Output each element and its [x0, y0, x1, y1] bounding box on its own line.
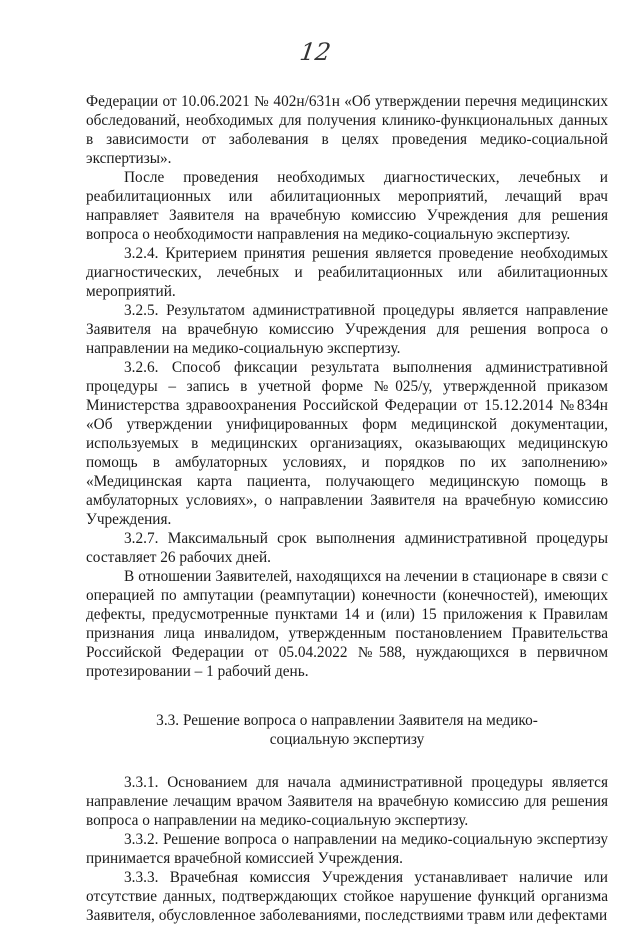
document-body: [86, 92, 608, 925]
paragraph-3-3-3: 3.3.3. Врачебная комиссия Учреждения устанавливает наличие или отсутствие данных, подтверждающих стойкое нарушение функций организма Заявителя, обусловленное заболеваниями, последствиями травм или дефектами: [86, 869, 608, 924]
paragraph-continuation: Федерации от 10.06.2021 № 402н/631н «Об утверждении перечня медицинских обследований, необходимых для получения клинико-функциональных данных в зависимости от заболевания в целях проведения медико-социальной экспертизы».: [86, 93, 608, 167]
paragraph-3-2-7: 3.2.7. Максимальный срок выполнения административной процедуры составляет 26 рабочих дней.: [86, 530, 608, 566]
paragraph-3-3-1: 3.3.1. Основанием для начала административной процедуры является направление лечащим врачом Заявителя на врачебную комиссию для решения вопроса о направлении на медико-социальную экспертизу.: [86, 774, 608, 829]
paragraph-3-2-6: 3.2.6. Способ фиксации результата выполнения административной процедуры – запись в учетной форме №025/у, утвержденной приказом Министерства здравоохранения Российской Федерации от 15.12.2014 №834н «Об утверждении унифицированных форм медицинской документации, используемых в медицинских организациях, оказывающих медицинскую помощь в амбулаторных условиях, и порядков по их заполнению» «Медицинская карта пациента, получающего медицинскую помощь в амбулаторных условиях», о направлении Заявителя на врачебную комиссию Учреждения.: [86, 359, 608, 528]
page-number: 12: [298, 38, 333, 66]
paragraph-commission-referral: После проведения необходимых диагностических, лечебных и реабилитационных или абилитационных мероприятий, лечащий врач направляет Заявителя на врачебную комиссию Учреждения для решения вопроса о необходимости направления на медико-социальную экспертизу.: [86, 169, 608, 243]
paragraph-3-2-4: 3.2.4. Критерием принятия решения является проведение необходимых диагностических, лечебных и реабилитационных или абилитационных мероприятий.: [86, 245, 608, 300]
paragraph-inpatient: В отношении Заявителей, находящихся на лечении в стационаре в связи с операцией по ампутации (реампутации) конечности (конечностей), имеющих дефекты, предусмотренные пунктами 14 и (или) 15 приложения к Правилам признания лица инвалидом, утвержденным постановлением Правительства Российской Федерации от 05.04.2022 №588, нуждающихся в первичном протезировании – 1 рабочий день.: [86, 568, 608, 680]
paragraph-3-3-2: 3.3.2. Решение вопроса о направлении на медико-социальную экспертизу принимается врачебной комиссией Учреждения.: [86, 831, 608, 867]
paragraph-3-2-5: 3.2.5. Результатом административной процедуры является направление Заявителя на врачебную комиссию Учреждения для решения вопроса о направлении на медико-социальную экспертизу.: [86, 302, 608, 357]
section-heading-3-3: 3.3. Решение вопроса о направлении Заявителя на медико-социальную экспертизу: [156, 712, 538, 748]
